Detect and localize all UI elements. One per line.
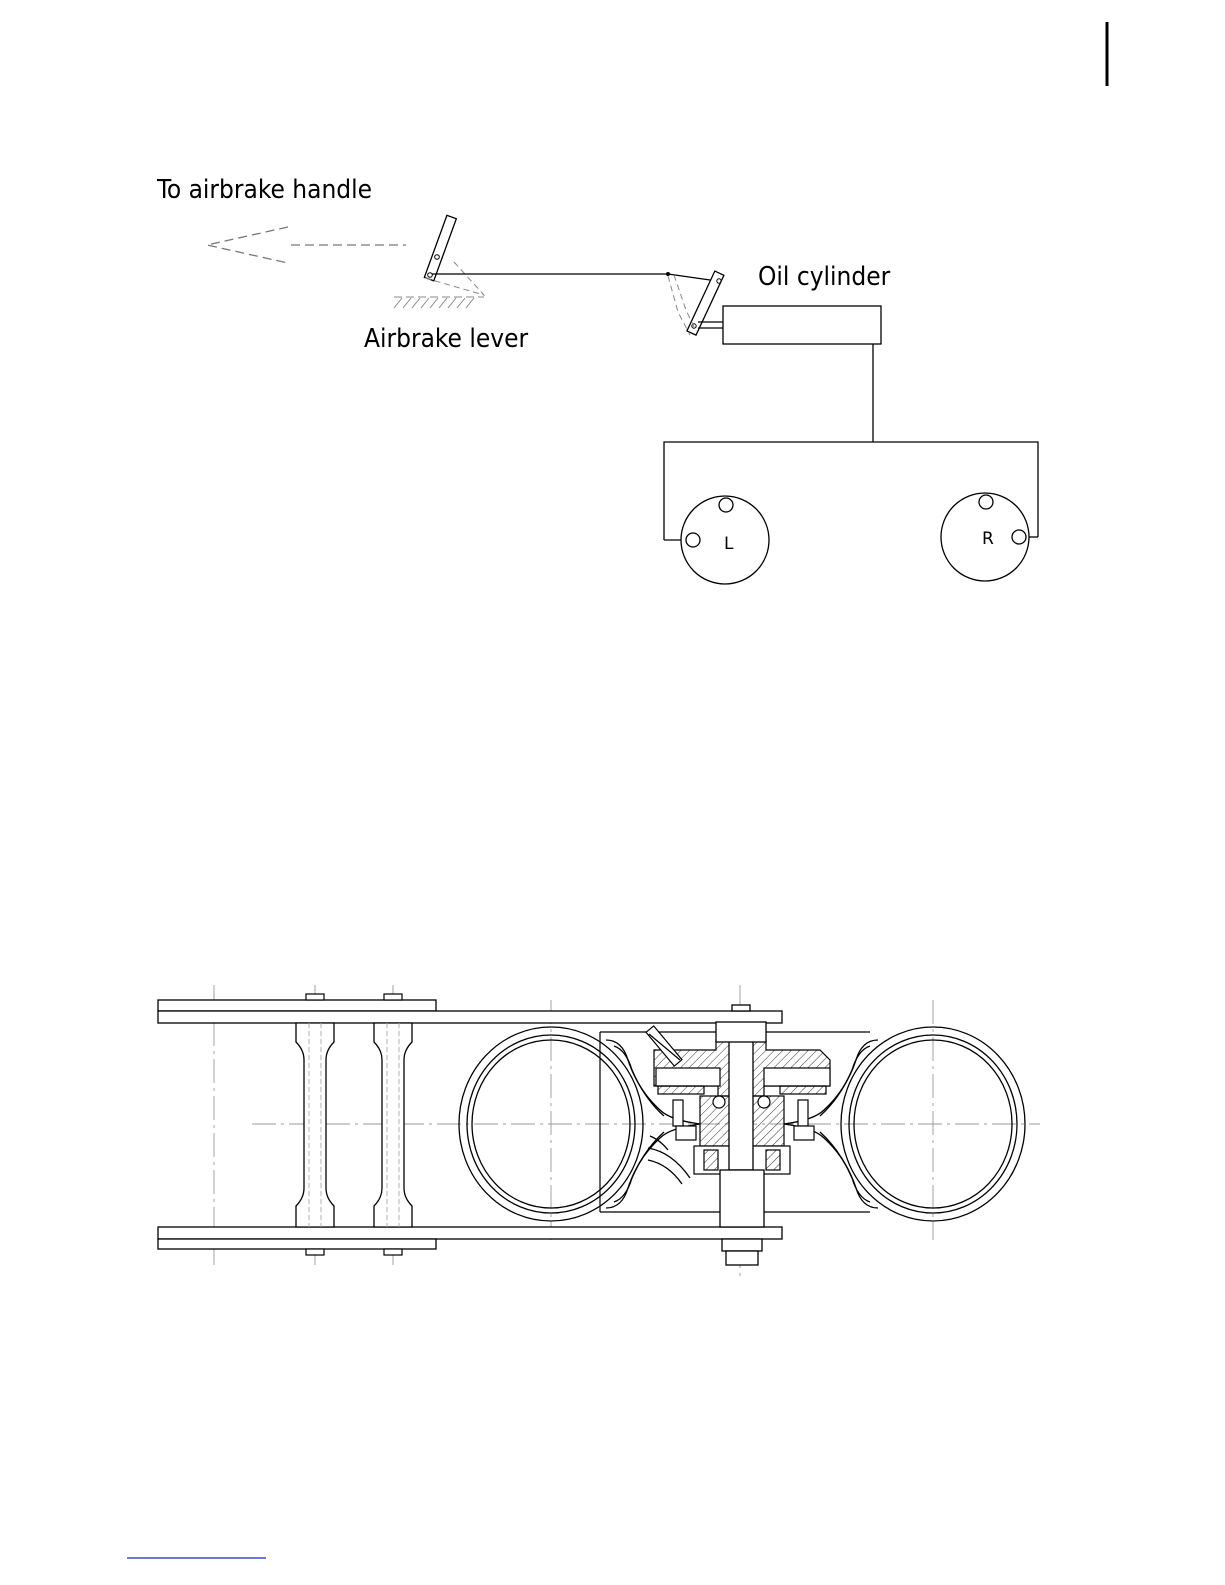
brake-schematic: [156, 175, 1038, 584]
label-wheel-right: R: [982, 529, 994, 549]
oil-cylinder: [723, 306, 881, 344]
spacer-tubes: [296, 1023, 412, 1227]
cylinder-lever: [668, 271, 724, 335]
right-wheel-brake: [941, 493, 1029, 581]
label-oil-cylinder: Oil cylinder: [758, 262, 891, 292]
airbrake-lever: [394, 215, 484, 308]
dashed-arrow-icon: [207, 227, 406, 263]
label-to-airbrake-handle: To airbrake handle: [157, 175, 373, 205]
label-airbrake-lever: Airbrake lever: [364, 324, 529, 354]
wheel-assembly-drawing: [158, 985, 1040, 1280]
left-wheel-brake: [681, 496, 769, 584]
label-wheel-left: L: [724, 534, 734, 554]
